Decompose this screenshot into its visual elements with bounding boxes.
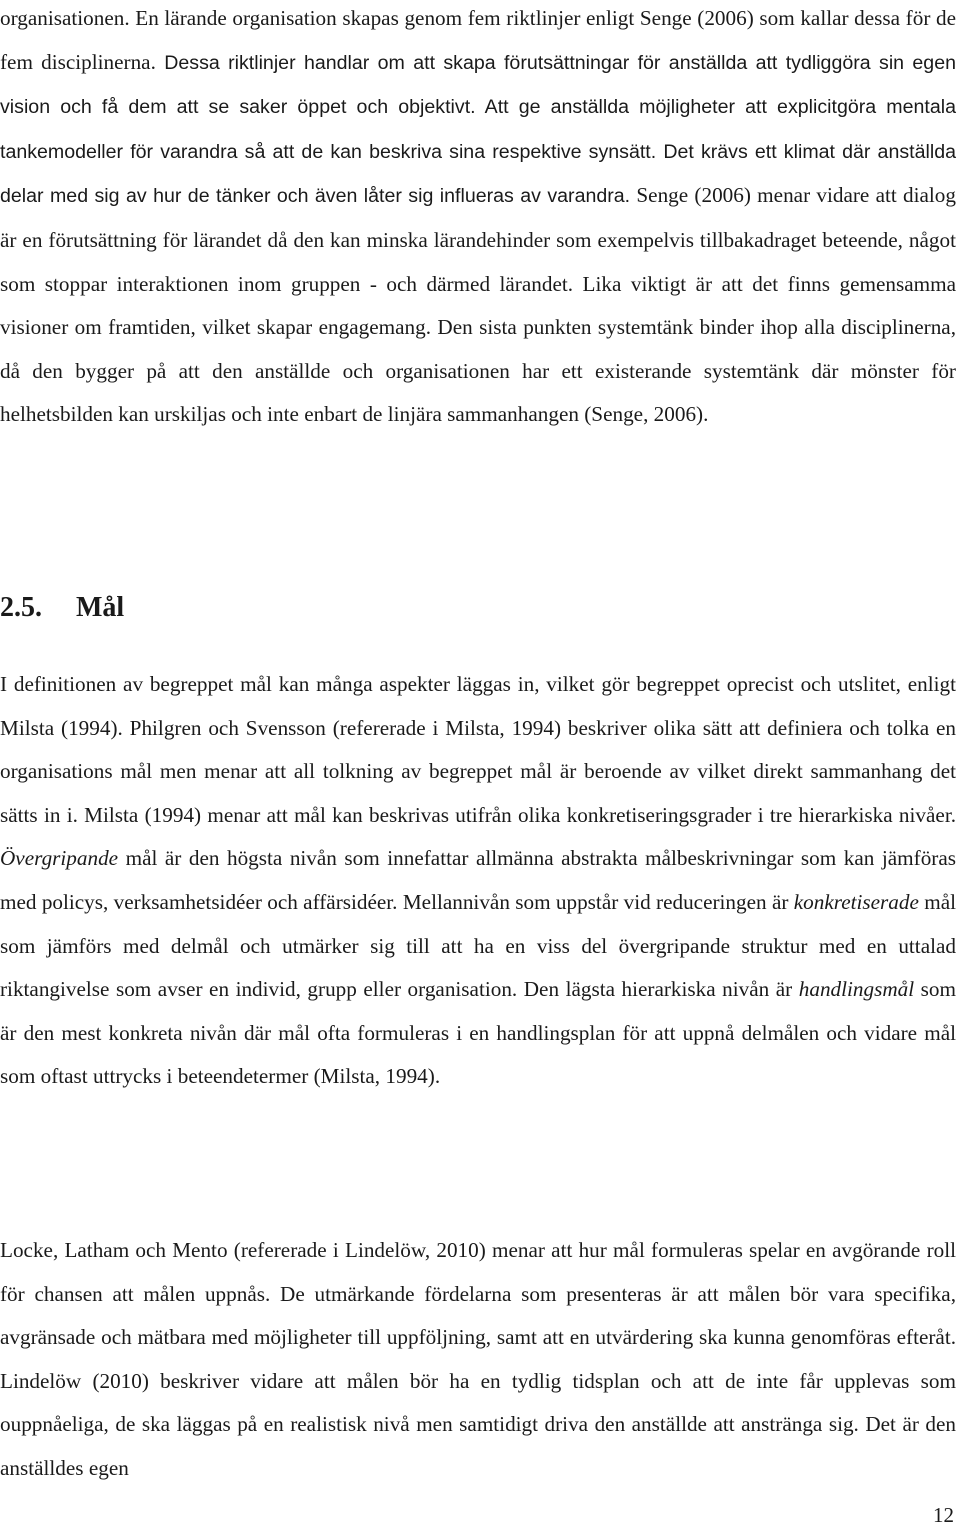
paragraph-text: mål som jämförs med delmål och utmärker sig till att ha en viss del övergripande struktur med en uttalad riktangivelse som avser en individ, grupp eller organisation. Den lägsta hierarkiska nivån är — [0, 889, 956, 1002]
section-number: 2.5. — [0, 592, 42, 623]
section-heading — [0, 588, 124, 628]
paragraph-goal-definition — [0, 663, 956, 1099]
paragraph-text: som är den mest konkreta nivån där mål ofta formuleras i en handlingsplan för att uppnå delmålen och vidare mål som oftast uttrycks i beteendetermer (Milsta, 1994). — [0, 977, 956, 1089]
paragraph-text: Den sista punkten systemtänk binder ihop alla disciplinerna, då den bygger på att den anställde och organisationen har ett existerande systemtänk där mönster för helhetsbilden kan urskiljas och inte enbart de linjära sammanhangen (Senge, 2006). — [0, 315, 957, 427]
emphasis-text: Övergripande — [0, 846, 119, 871]
paragraph-text: Locke, Latham och Mento (refererade i Lindelöw, 2010) menar att hur mål formuleras spelar en avgörande roll för chansen att målen uppnås. De utmärkande fördelarna som presenteras är att målen bör vara specifika, avgränsade och mätbara med möjligheter till uppföljning, samt att en utvärdering ska kunna genomföras efteråt. Lindelöw (2010) beskriver vidare att målen bör ha en tydlig tidsplan och att de inte får upplevas som ouppnåeliga, de ska läggas på en realistisk nivå men samtidigt driva den anställde att anstränga sig. Det är den anställdes egen — [0, 1238, 956, 1480]
paragraph-text: Lika viktigt är att det finns gemensamma visioner om framtiden, vilket skapar engagemang. — [0, 271, 956, 340]
paragraph-text: mål är den högsta nivån som innefattar allmänna abstrakta målbeskrivningar som kan jämföras med policys, verksamhetsidéer och affärsidéer. Mellannivån som uppstår vid reduceringen är — [0, 846, 956, 914]
paragraph-text: Dessa riktlinjer handlar om att skapa förutsättningar för anställda att tydliggöra sin egen vision och få dem att se saker öppet och objektivt. Att ge anställda möjligheter att explicitgöra mentala tankemodeller för varandra så att de kan beskriva sina respektive synsätt. Det krävs ett klimat där anställda delar med sig av hur de tänker och även låter sig influeras av varandra. — [0, 51, 956, 208]
emphasis-text: handlingsmål — [798, 977, 915, 1002]
paragraph-goal-formulation — [0, 1229, 956, 1491]
emphasis-text: konkretiserade — [793, 889, 919, 914]
paragraph-text: Senge (2006) menar vidare att dialog är en förutsättning för lärandet då den kan minska lärandehinder som exempelvis tillbakadraget beteende, något som stoppar interaktionen inom gruppen - och därmed lärandet. — [0, 183, 956, 296]
paragraph-learning-organisation — [0, 0, 956, 437]
page-number: 12 — [933, 1503, 954, 1527]
paragraph-text: organisationen. En lärande organisation skapas genom fem riktlinjer enligt Senge (2006) som kallar dessa för de fem disciplinerna. — [0, 6, 956, 74]
paragraph-text: I definitionen av begreppet mål kan många aspekter läggas in, vilket gör begreppet oprecist och utslitet, enligt Milsta (1994). Philgren och Svensson (refererade i Milsta, 1994) beskriver olika sätt att definiera och tolka en organisations mål men menar att all tolkning av begreppet mål är beroende av vilket direkt sammanhang det sätts in i. Milsta (1994) menar att mål kan beskrivas utifrån olika konkretiseringsgrader i tre hierarkiska nivåer. — [0, 672, 956, 827]
section-title: Mål — [76, 592, 125, 623]
